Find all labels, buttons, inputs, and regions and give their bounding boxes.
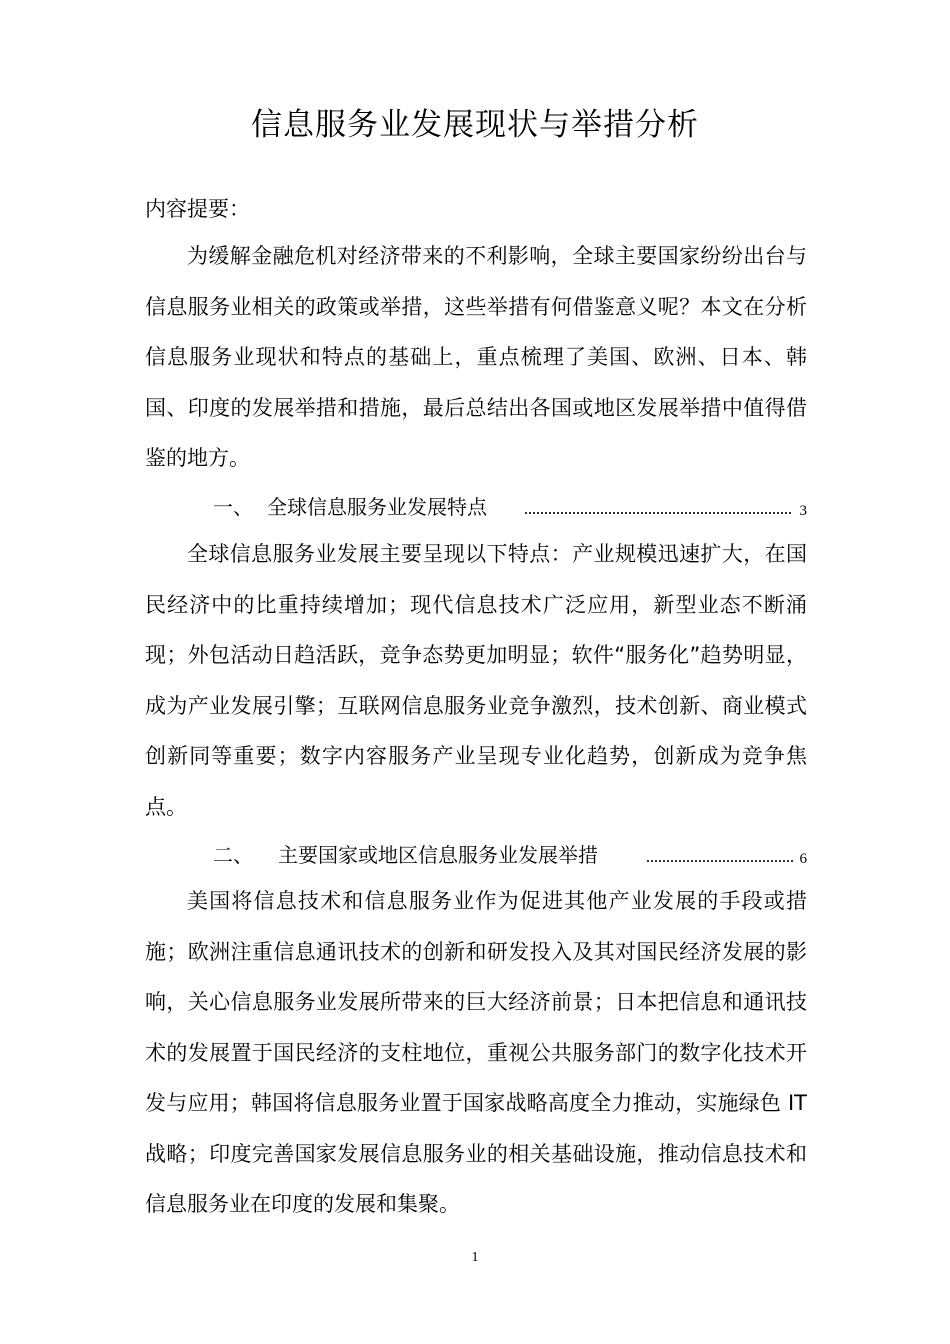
section-2-paragraph: 美国将信息技术和信息服务业作为促进其他产业发展的手段或措施；欧洲注重信息通讯技术的创新和研发投入及其对国民经济发展的影响，关心信息服务业发展所带来的巨大经济前景；日本把信息和通讯技术的发展置于国民经济的支柱地位，重视公共服务部门的数字化技术开发与应用；韩国将信息服务业置于国家战略高度全力推动，实施绿色 IT 战略；印度完善国家发展信息服务业的相关基础设施，推动信息技术和信息服务业在印度的发展和集聚。 xyxy=(145,889,807,1216)
page-number: 1 xyxy=(471,1250,479,1265)
toc-leader-dots xyxy=(647,860,793,862)
toc-leader-dots xyxy=(525,512,791,514)
abstract-paragraph: 为缓解金融危机对经济带来的不利影响，全球主要国家纷纷出台与信息服务业相关的政策或举措，这些举措有何借鉴意义呢？本文在分析信息服务业现状和特点的基础上，重点梳理了美国、欧洲、日本、韩国、印度的发展举措和措施，最后总结出各国或地区发展举措中值得借鉴的地方。 xyxy=(145,244,807,470)
toc-entry-heading: 全球信息服务业发展特点 xyxy=(267,495,487,519)
toc-entry-heading: 主要国家或地区信息服务业发展举措 xyxy=(278,843,598,867)
document-title: 信息服务业发展现状与举措分析 xyxy=(251,107,699,143)
toc-entry-page: 3 xyxy=(799,503,807,519)
abstract-label: 内容提要： xyxy=(145,197,250,221)
toc-entry-page: 6 xyxy=(799,851,807,867)
toc-entry-number: 一、 xyxy=(213,495,253,519)
section-1-paragraph: 全球信息服务业发展主要呈现以下特点：产业规模迅速扩大，在国民经济中的比重持续增加；现代信息技术广泛应用，新型业态不断涌现；外包活动日趋活跃，竞争态势更加明显；软件“服务化”趋势明显，成为产业发展引擎；互联网信息服务业竞争激烈，技术创新、商业模式创新同等重要；数字内容服务产业呈现专业化趋势，创新成为竞争焦点。 xyxy=(145,542,807,819)
toc-entry-1[interactable] xyxy=(145,490,807,524)
toc-entry-2[interactable] xyxy=(145,838,807,872)
toc-entry-number: 二、 xyxy=(213,843,253,867)
